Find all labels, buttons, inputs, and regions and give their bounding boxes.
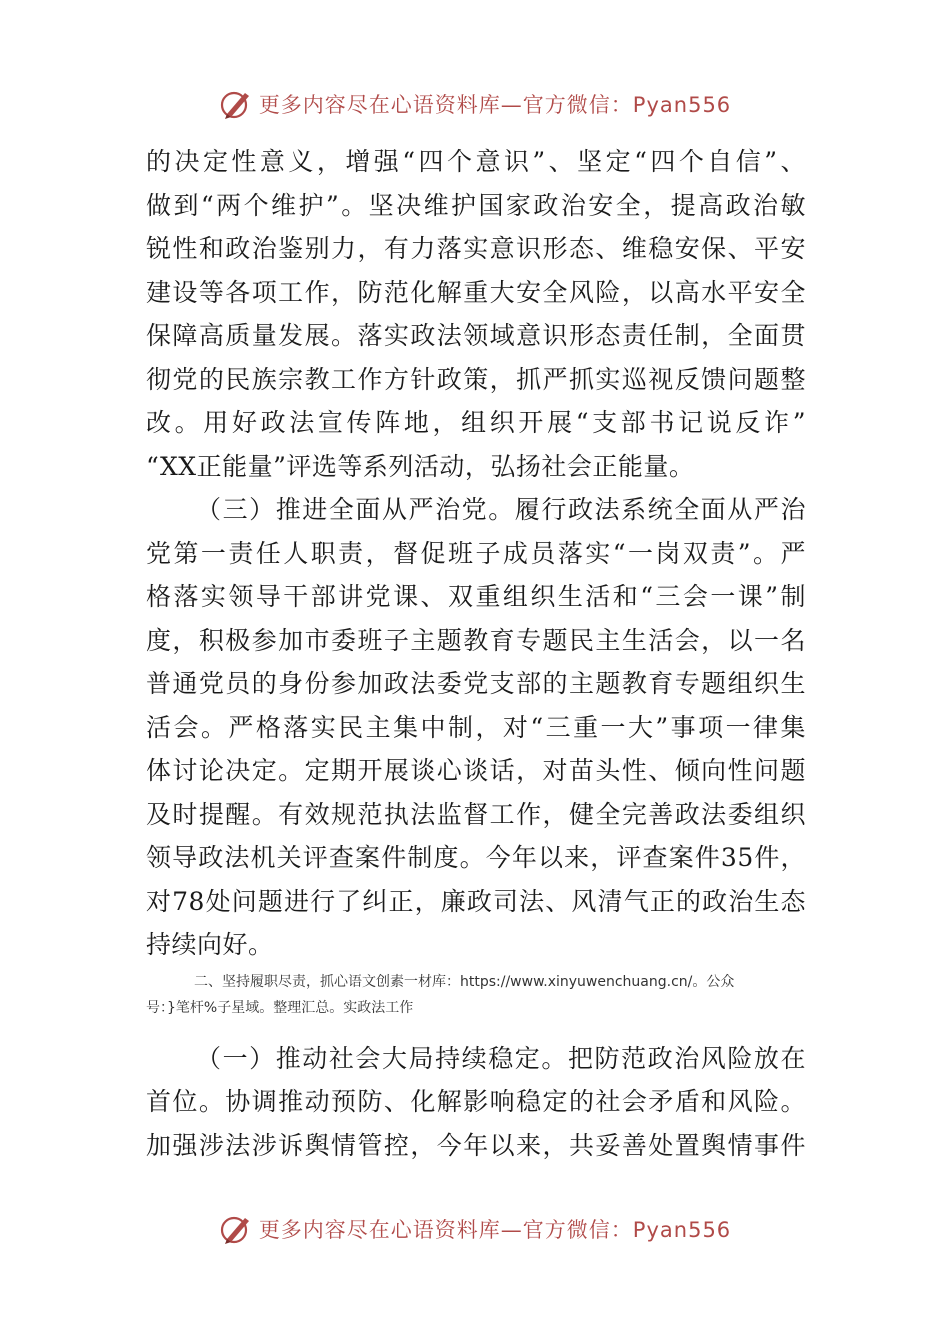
text-line: 做到“两个维护”。坚决维护国家政治安全，提高政治敏 [146,190,806,220]
header-banner-text: 更多内容尽在心语资料库—官方微信：Pyan556 [258,93,732,117]
paragraph-3 [146,1037,806,1168]
text-line: （一）推动社会大局持续稳定。把防范政治风险放在 [196,1043,806,1073]
text-line: 普通党员的身份参加政法委党支部的主题教育专题组织生 [146,669,806,698]
text-line: 活会。严格落实民主集中制，对“三重一大”事项一律集 [146,712,806,742]
section-heading [146,969,806,1021]
heading-line: 二、坚持履职尽责，抓心语文创素一材库：https://www.xinyuwenchuang.cn/。公众 [194,973,735,990]
text-line: 彻党的民族宗教工作方针政策，抓严抓实巡视反馈问题整 [146,364,806,394]
text-line: 体讨论决定。定期开展谈心谈话，对苗头性、倾向性问题 [146,756,806,785]
text-line: “XX正能量”评选等系列活动，弘扬社会正能量。 [146,451,695,481]
text-line: 格落实领导干部讲党课、双重组织生活和“三会一课”制 [146,582,806,611]
text-line: 党第一责任人职责，督促班子成员落实“一岗双责”。严 [146,538,806,568]
text-line: 改。用好政法宣传阵地，组织开展“支部书记说反诈” [146,408,806,437]
heading-line: 号：}笔杆%子星域。整理汇总。实政法工作 [146,999,414,1016]
text-line: 加强涉法涉诉舆情管控，今年以来，共妥善处置舆情事件 [146,1130,806,1160]
paragraph-1 [146,140,806,488]
header-banner [0,84,950,124]
text-line: 领导政法机关评查案件制度。今年以来，评查案件35件， [146,843,806,872]
text-line: 建设等各项工作，防范化解重大安全风险，以高水平安全 [146,277,806,307]
footer-banner [0,1209,950,1249]
paragraph-2 [146,488,806,967]
text-line: 保障高质量发展。落实政法领域意识形态责任制，全面贯 [146,321,806,350]
pen-logo-icon [219,1212,253,1246]
text-line: 的决定性意义，增强“四个意识”、坚定“四个自信”、 [146,147,806,176]
text-line: 首位。协调推动预防、化解影响稳定的社会矛盾和风险。 [146,1087,806,1116]
document-body [146,140,806,1167]
text-line: （三）推进全面从严治党。履行政法系统全面从严治 [196,495,806,524]
text-line: 对78处问题进行了纠正，廉政司法、风清气正的政治生态 [146,886,806,916]
pen-logo-icon [219,87,253,121]
text-line: 度，积极参加市委班子主题教育专题民主生活会，以一名 [146,625,806,655]
footer-banner-text: 更多内容尽在心语资料库—官方微信：Pyan556 [258,1218,732,1242]
text-line: 及时提醒。有效规范执法监督工作，健全完善政法委组织 [146,799,806,829]
text-line: 锐性和政治鉴别力，有力落实意识形态、维稳安保、平安 [146,234,806,263]
text-line: 持续向好。 [146,930,274,959]
